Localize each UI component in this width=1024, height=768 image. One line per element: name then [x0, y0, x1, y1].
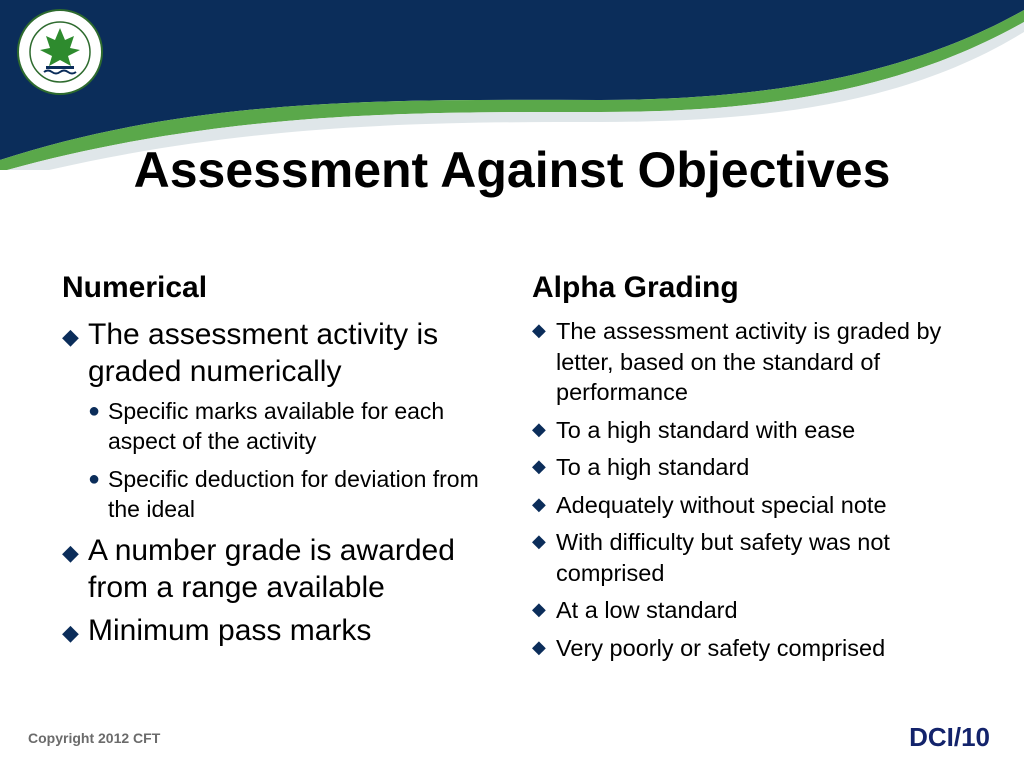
- list-item-text: Minimum pass marks: [88, 614, 372, 647]
- list-item: [532, 490, 992, 521]
- dot-bullet-icon: ●: [88, 400, 101, 422]
- list-item-text: A number grade is awarded from a range available: [88, 534, 455, 604]
- alpha-grading-list: [532, 316, 992, 663]
- list-item: [532, 595, 992, 626]
- diamond-bullet-icon: ◆: [62, 540, 79, 565]
- copyright-text: Copyright 2012 CFT: [28, 730, 161, 746]
- list-item: [62, 612, 502, 649]
- list-item: [532, 527, 992, 588]
- council-logo: [16, 8, 104, 96]
- diamond-bullet-icon: ◆: [532, 493, 546, 514]
- list-item-text: With difficulty but safety was not comprised: [556, 529, 890, 586]
- list-item: [62, 316, 502, 390]
- list-item-text: The assessment activity is graded by letter, based on the standard of performance: [556, 318, 942, 405]
- slide-title: Assessment Against Objectives: [133, 142, 891, 198]
- list-item-text: Very poorly or safety comprised: [556, 634, 886, 661]
- dot-bullet-icon: ●: [88, 468, 101, 490]
- diamond-bullet-icon: ◆: [62, 324, 79, 349]
- sub-list-item-text: Specific deduction for deviation from the ideal: [108, 466, 479, 522]
- diamond-bullet-icon: ◆: [532, 599, 546, 619]
- list-item: [62, 532, 502, 606]
- list-item: [532, 452, 992, 483]
- sub-list-item: [62, 464, 502, 524]
- list-item-text: To a high standard with ease: [556, 416, 856, 443]
- alpha-grading-heading: Alpha Grading: [532, 271, 739, 304]
- list-item: [532, 633, 992, 664]
- diamond-bullet-icon: ◆: [532, 531, 546, 551]
- list-item: [532, 415, 992, 446]
- list-item: [532, 316, 992, 408]
- numerical-list: [62, 316, 502, 649]
- diamond-bullet-icon: ◆: [532, 320, 546, 340]
- slide-code: DCI/10: [909, 722, 990, 752]
- list-item-text: At a low standard: [556, 597, 738, 623]
- list-item-text: To a high standard: [556, 454, 750, 480]
- alpha-grading-column: [532, 268, 992, 670]
- list-item-text: The assessment activity is graded numerically: [88, 318, 439, 388]
- list-item-text: Adequately without special note: [556, 491, 887, 518]
- diamond-bullet-icon: ◆: [532, 418, 546, 439]
- diamond-bullet-icon: ◆: [62, 620, 79, 645]
- diamond-bullet-icon: ◆: [532, 636, 546, 657]
- numerical-column: [62, 268, 502, 655]
- numerical-heading: Numerical: [62, 271, 208, 304]
- sub-list-item: [62, 396, 502, 456]
- sub-list-item-text: Specific marks available for each aspect of the activity: [108, 398, 445, 454]
- diamond-bullet-icon: ◆: [532, 456, 546, 476]
